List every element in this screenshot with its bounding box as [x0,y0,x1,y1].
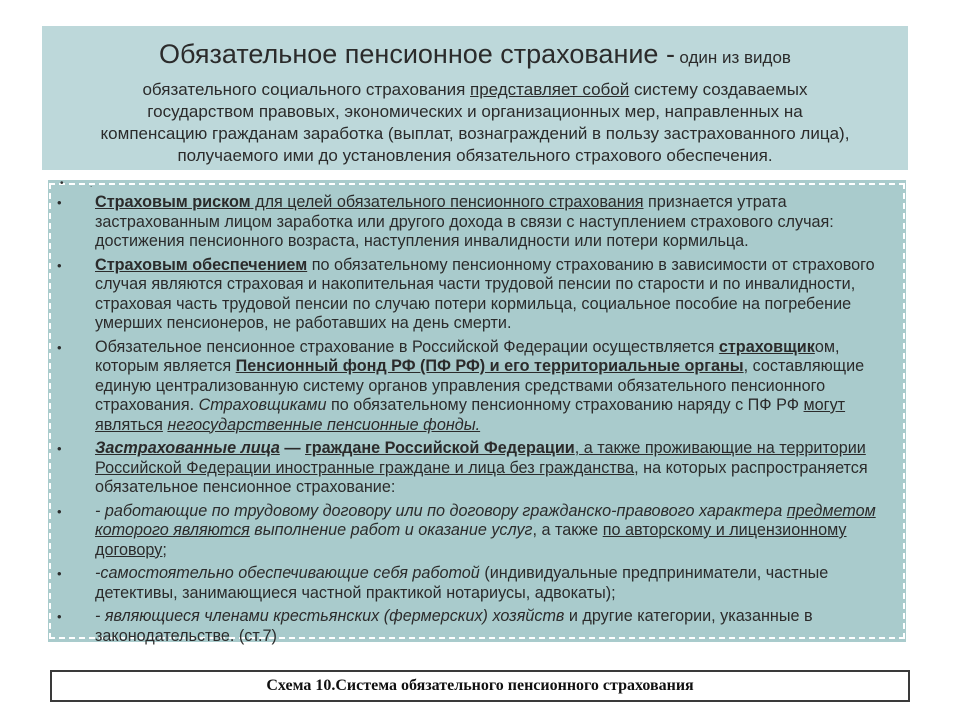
list-item [52,338,902,436]
list-item [52,564,902,603]
list-item [52,256,902,334]
term-bold: граждане Российской Федерации [305,439,575,457]
definition-underlined: представляет собой [470,80,630,99]
definition-text: обязательного социального страхования [142,80,471,99]
definition-line: государством правовых, экономических и организационных мер, направленных на [147,102,803,121]
item-text: , на которых распространяется обязательное пенсионное страхование: [95,458,868,496]
term-bold: Страховым обеспечением [95,255,308,274]
term-italic-underlined: негосударственные пенсионные фонды. [167,415,481,434]
list-item [52,193,902,252]
term-bold: страховщик [718,337,815,356]
item-text: , а также [532,521,603,539]
definition-box [42,26,908,170]
caption: Схема 10.Система обязательного пенсионного страхования [266,677,694,694]
list-item [52,439,902,498]
bullet-icon: • [57,503,62,519]
term-bold: Страховым риском [95,193,251,211]
bullet-icon: • [57,339,62,355]
stray-bullet: • [60,178,64,189]
term-italic: Страховщиками [198,396,327,414]
bullet-icon: • [57,195,62,210]
definition-line: получаемого ими до установления обязательного страхового обеспечения. [177,146,773,165]
definition-title-tail: один из видов [679,48,791,67]
definition-heading [42,34,908,79]
term-italic-underlined: предметом которого являются [95,501,876,539]
term-italic: -самостоятельно обеспечивающие себя работой [95,564,480,582]
item-text: (индивидуальные предприниматели, частные детективы, занимающиеся частной практикой нотариусы, адвокаты); [95,564,829,602]
item-text: , составляющие единую централизованную систему органов управления средствами обязательного пенсионного страхования. [95,357,865,414]
item-text: Обязательное пенсионное страхование в Российской Федерации осуществляется [95,337,719,356]
item-text: по обязательному пенсионному страхованию в зависимости от страхового случая являются страховая и накопительная части трудовой пенсии по старости и по инвалидности, страховая часть трудовой пенсии по случаю потери кормильца, социальное пособие на погребение умерших пенсионеров, не работавших на день смерти. [95,255,875,332]
definition-title: Обязательное пенсионное страхование - [159,39,675,69]
item-text: признается утрата застрахованным лицом заработка или другого дохода в связи с наступлением страхового случая: достижения пенсионного возраста, наступления инвалидности или потери кормильца. [95,193,834,250]
bullet-list [52,193,902,650]
term-underlined: могут являться [95,396,846,434]
list-item [52,502,902,561]
item-text: и другие категории, указанные в законодательстве. (ст.7) [95,607,813,645]
list-item [52,607,902,646]
term-italic: выполнение работ и оказание услуг [249,521,533,539]
bullet-icon: • [57,441,62,456]
term-italic: - работающие по трудовому договору или по договору гражданско-правового характера [95,501,783,520]
definition-line [42,79,908,101]
term-underlined: , а также проживающие на территории Российской Федерации иностранные граждане и лица без гражданства [95,439,866,477]
term-underlined: по авторскому и лицензионному договору; [95,521,847,559]
term-italic: - являющиеся членами крестьянских (фермерских) хозяйств [95,607,565,625]
item-text: по обязательному пенсионному страхованию наряду с ПФ РФ [326,396,804,414]
term-bold: Пенсионный фонд РФ (ПФ РФ) и его территориальные органы [235,357,744,375]
bullet-icon: • [57,609,62,624]
caption-box [50,670,910,702]
item-text: ом, которым является [95,337,840,375]
stray-dot: . [90,180,93,189]
bullet-icon: • [57,566,62,581]
definition-text: систему создаваемых [629,80,808,99]
definition-line: компенсацию гражданам заработка (выплат, вознаграждений в пользу застрахованного лица), [100,124,850,143]
term-dash: — [279,439,306,457]
term-underlined: для целей обязательного пенсионного страхования [250,193,644,211]
term-bold-italic: Застрахованные лица [95,439,280,457]
bullet-icon: • [57,257,62,273]
